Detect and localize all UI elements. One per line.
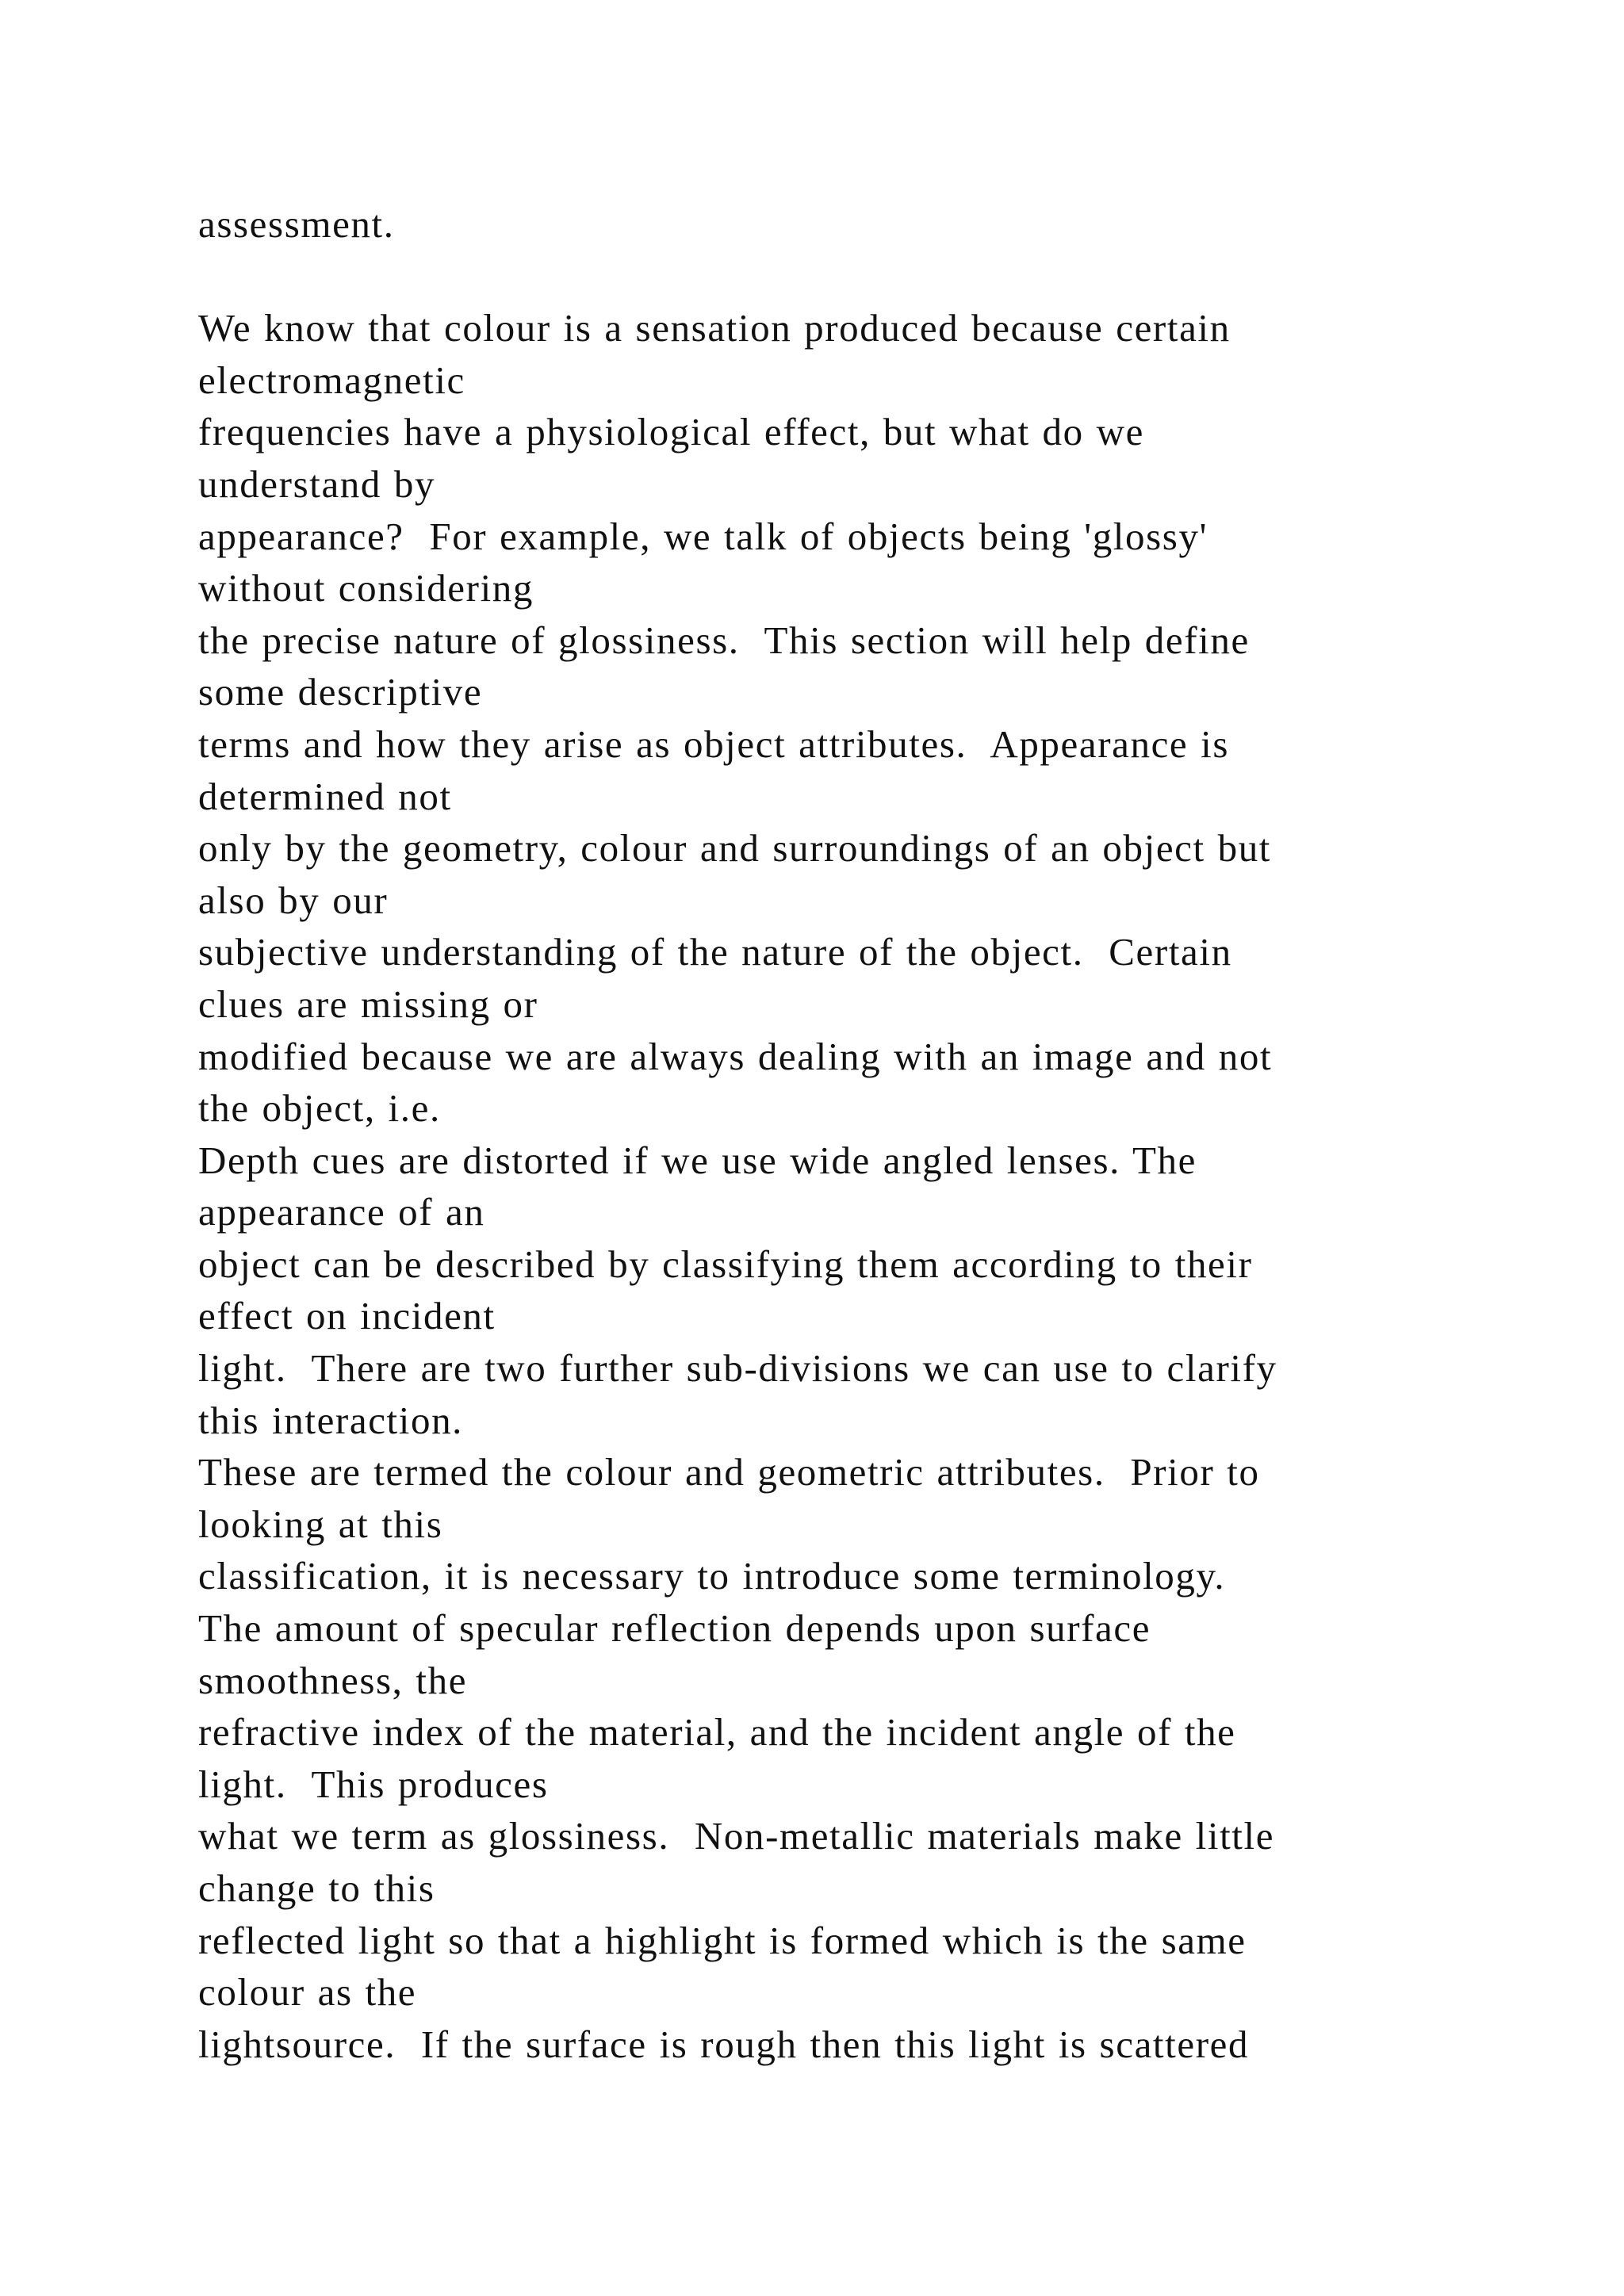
text-line: assessment. [198,202,395,246]
text-line: These are termed the colour and geometric attributes. Prior to [198,1450,1260,1494]
text-line: The amount of specular reflection depends upon surface [198,1606,1151,1651]
text-line: the precise nature of glossiness. This section will help define [198,618,1250,662]
text-line: some descriptive [198,670,483,714]
text-line: smoothness, the [198,1658,468,1702]
text-line: modified because we are always dealing with an image and not [198,1034,1273,1078]
paragraph-gap [198,251,1507,303]
text-line: appearance of an [198,1190,485,1234]
text-line: Depth cues are distorted if we use wide angled lenses. The [198,1138,1197,1182]
text-line: this interaction. [198,1398,464,1442]
text-line: refractive index of the material, and the incident angle of the [198,1710,1236,1755]
text-line: object can be described by classifying them according to their [198,1242,1253,1286]
text-line: determined not [198,774,452,818]
text-line: change to this [198,1866,435,1910]
text-line: light. There are two further sub-divisions we can use to clarify [198,1346,1277,1391]
text-line: frequencies have a physiological effect, but what do we [198,410,1144,454]
body-text [198,198,1507,2070]
text-line: lightsource. If the surface is rough then this light is scattered [198,2022,1250,2066]
text-line: subjective understanding of the nature of the object. Certain [198,930,1232,974]
text-line: We know that colour is a sensation produced because certain [198,306,1231,350]
text-line: effect on incident [198,1294,496,1338]
text-line: terms and how they arise as object attributes. Appearance is [198,721,1230,766]
text-line: reflected light so that a highlight is formed which is the same [198,1918,1247,1962]
text-line: clues are missing or [198,982,538,1026]
text-line: without considering [198,566,534,610]
text-line: the object, i.e. [198,1086,441,1131]
text-line: light. This produces [198,1762,549,1806]
text-line: colour as the [198,1970,417,2015]
text-line: understand by [198,461,436,506]
text-line: electromagnetic [198,358,465,402]
text-line: also by our [198,878,389,922]
text-line: looking at this [198,1502,443,1546]
text-line: only by the geometry, colour and surroundings of an object but [198,826,1272,871]
text-line: classification, it is necessary to introduce some terminology. [198,1554,1226,1598]
text-line: what we term as glossiness. Non-metallic materials make little [198,1814,1275,1858]
text-line: appearance? For example, we talk of objects being 'glossy' [198,514,1208,558]
